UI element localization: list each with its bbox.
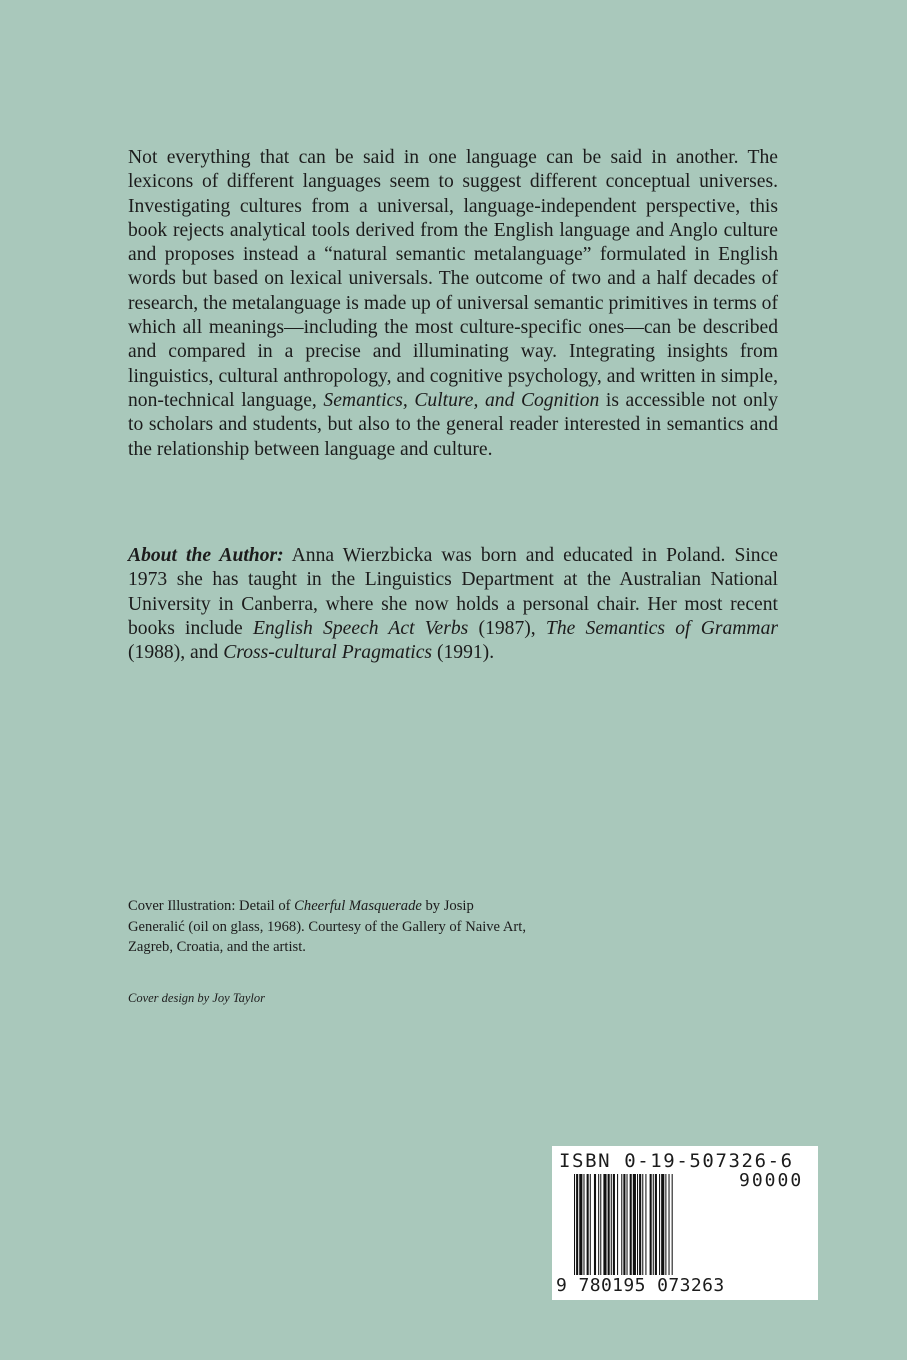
credit-prefix: Cover Illustration: Detail of [128,898,295,914]
author-bio-1: Anna Wierzbicka was born and educated in Poland. Since 1973 she has taught in the Linguistics Department at the Australian National University in Canberra, where she now holds a personal chair. Her most recent books include [128,545,778,639]
cover-design-credit: Cover design by Joy Taylor [128,991,266,1005]
ean-number: 9 780195 073263 [556,1275,746,1296]
about-author-label: About the Author: [128,545,284,566]
credit-suffix: by Josip Generalić (oil on glass, 1968). Courtesy of the Gallery of Naive Art, Zagreb, Croatia, and the artist. [128,898,526,955]
author-bio-4: (1991). [432,642,495,664]
cover-illustration-credit [128,896,528,958]
isbn-number: ISBN 0-19-507326-6 [559,1150,794,1172]
book-description [128,146,778,462]
author-bio-2: (1987), [468,617,546,639]
description-text-2: is accessible not only to scholars and students, but also to the general reader interested in semantics and the relationship between language and culture. [128,389,779,460]
book-title: Semantics, Culture, and Cognition [323,389,600,411]
description-text-1: Not everything that can be said in one language can be said in another. The lexicons of different languages seem to suggest different conceptual universes. Investigating cultures from a universal, language-independent perspective, this book rejects analytical tools derived from the English language and Anglo culture and proposes instead a “natural semantic metalanguage” formulated in English words but based on lexical universals. The outcome of two and a half decades of research, the metalanguage is made up of universal semantic primitives in terms of which all meanings—including the most culture-specific ones—can be described and compared in a precise and illuminating way. Integrating insights from linguistics, cultural anthropology, and cognitive psychology, and written in simple, non-technical language, [128,147,778,411]
price-code: 90000 [739,1170,804,1191]
book-ref-2: The Semantics of Grammar [545,617,778,639]
about-author [128,544,778,665]
book-ref-1: English Speech Act Verbs [252,617,469,639]
author-bio-3: (1988), and [128,642,224,664]
isbn-barcode [552,1146,818,1300]
book-ref-3: Cross-cultural Pragmatics [223,642,433,664]
artwork-title: Cheerful Masquerade [294,898,422,914]
